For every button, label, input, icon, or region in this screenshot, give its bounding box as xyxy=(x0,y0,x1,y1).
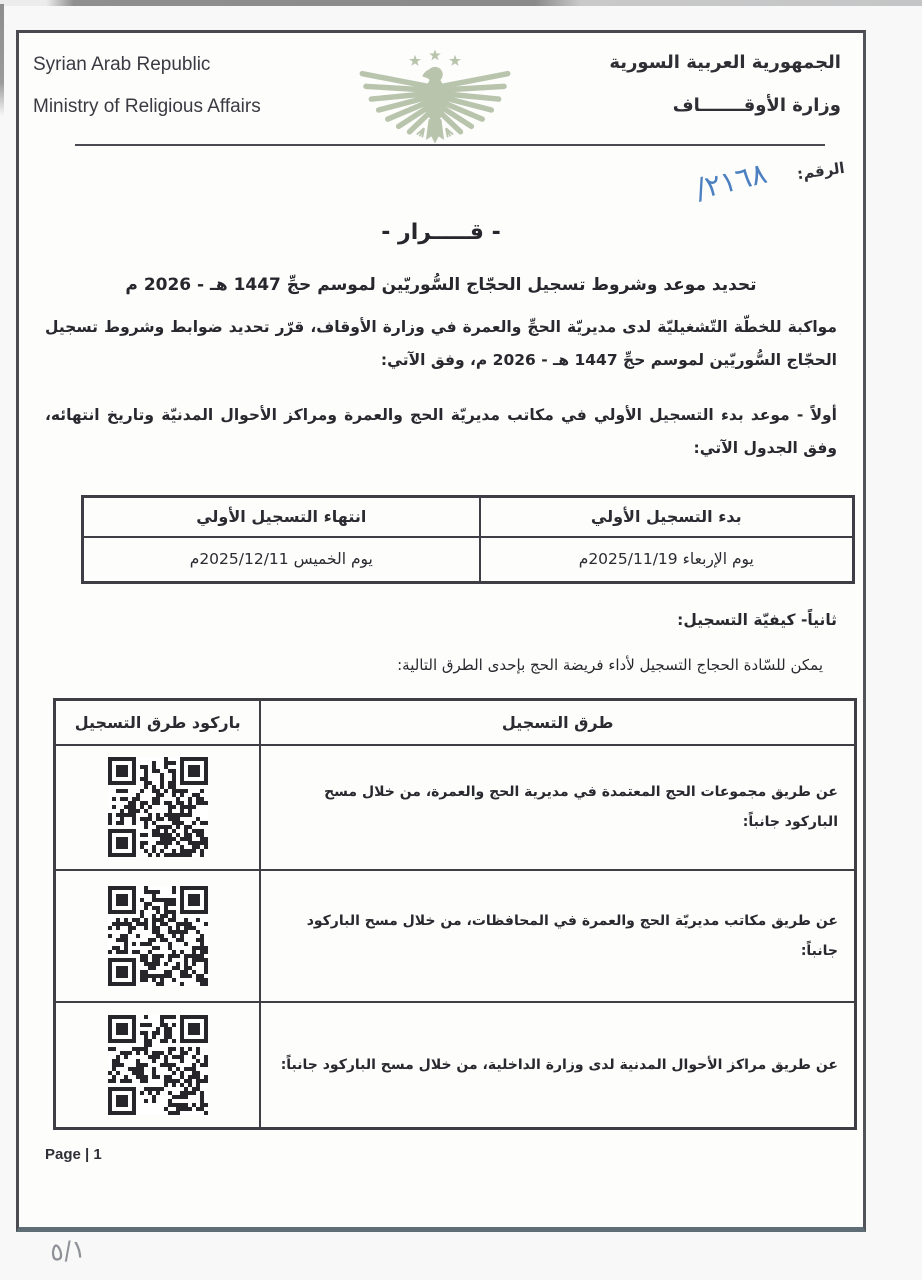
schedule-end-date: يوم الخميس 2025/12/11م xyxy=(83,537,480,583)
decision-title: - قـــــرار - xyxy=(381,220,501,245)
table-row xyxy=(83,537,854,583)
page-number-label: Page | 1 xyxy=(45,1146,102,1163)
table-row xyxy=(55,745,856,870)
barcode-cell xyxy=(55,1002,261,1129)
second-clause-heading: ثانياً- كيفيّة التسجيل: xyxy=(677,611,837,629)
reference-number-block xyxy=(19,146,863,218)
schedule-end-header: انتهاء التسجيل الأولي xyxy=(83,497,480,537)
scan-edge-artifact-top xyxy=(0,0,922,6)
registration-qr-code xyxy=(108,886,208,986)
registration-qr-code xyxy=(108,1015,208,1115)
letterhead xyxy=(19,48,863,142)
schedule-table xyxy=(81,495,855,584)
method-cell: عن طريق مجموعات الحج المعتمدة في مديرية الحج والعمرة، من خلال مسح الباركود جانباً: xyxy=(260,745,855,870)
barcode-cell xyxy=(55,745,261,870)
table-row xyxy=(55,1002,856,1129)
methods-header: طرق التسجيل xyxy=(260,700,855,745)
barcode-header: باركود طرق التسجيل xyxy=(55,700,261,745)
ref-number-handwritten: /٢١٦٨ xyxy=(691,155,771,207)
method-cell: عن طريق مراكز الأحوال المدنية لدى وزارة الداخلية، من خلال مسح الباركود جانباً: xyxy=(260,1002,855,1129)
document-page xyxy=(16,30,866,1232)
national-eagle-emblem-icon xyxy=(340,50,530,150)
methods-intro: يمكن للسّادة الحجاج التسجيل لأداء فريضة الحج بإحدى الطرق التالية: xyxy=(397,656,823,674)
ref-number-label: الرقم: xyxy=(796,158,847,184)
barcode-cell xyxy=(55,870,261,1002)
method-cell: عن طريق مكاتب مديريّة الحج والعمرة في المحافظات، من خلال مسح الباركود جانباً: xyxy=(260,870,855,1002)
schedule-header-row xyxy=(83,497,854,537)
intro-paragraph: مواكبة للخطّة التّشغيليّة لدى مديريّة الحجِّ والعمرة في وزارة الأوقاف، قرّر تحديد ضوابط وشروط تسجيل الحجّاج السُّوريّين لموسم حجِّ 1447 هـ - 2026 م، وفق الآتي: xyxy=(45,318,837,369)
ministry-name-ar: وزارة الأوقـــــــاف xyxy=(672,95,841,116)
schedule-start-header: بدء التسجيل الأولي xyxy=(480,497,854,537)
methods-table xyxy=(53,698,857,1130)
scan-edge-artifact-left xyxy=(0,4,4,116)
letterhead-english xyxy=(33,48,261,118)
handwritten-page-mark: ٥/١ xyxy=(48,1233,87,1268)
methods-header-row xyxy=(55,700,856,745)
first-clause-heading: أولاً - موعد بدء التسجيل الأولي في مكاتب مديريّة الحج والعمرة ومراكز الأحوال المدنيّة وتاريخ انتهائه، وفق الجدول الآتي: xyxy=(45,406,837,457)
registration-qr-code xyxy=(108,757,208,857)
ministry-name-en: Ministry of Religious Affairs xyxy=(33,96,261,117)
country-name-en: Syrian Arab Republic xyxy=(33,54,211,75)
schedule-start-date: يوم الإربعاء 2025/11/19م xyxy=(480,537,854,583)
decision-subtitle: تحديد موعد وشروط تسجيل الحجّاج السُّوريّين لموسم حجِّ 1447 هـ - 2026 م xyxy=(125,275,757,295)
letterhead-arabic xyxy=(609,48,841,116)
table-row xyxy=(55,870,856,1002)
country-name-ar: الجمهورية العربية السورية xyxy=(609,52,841,73)
